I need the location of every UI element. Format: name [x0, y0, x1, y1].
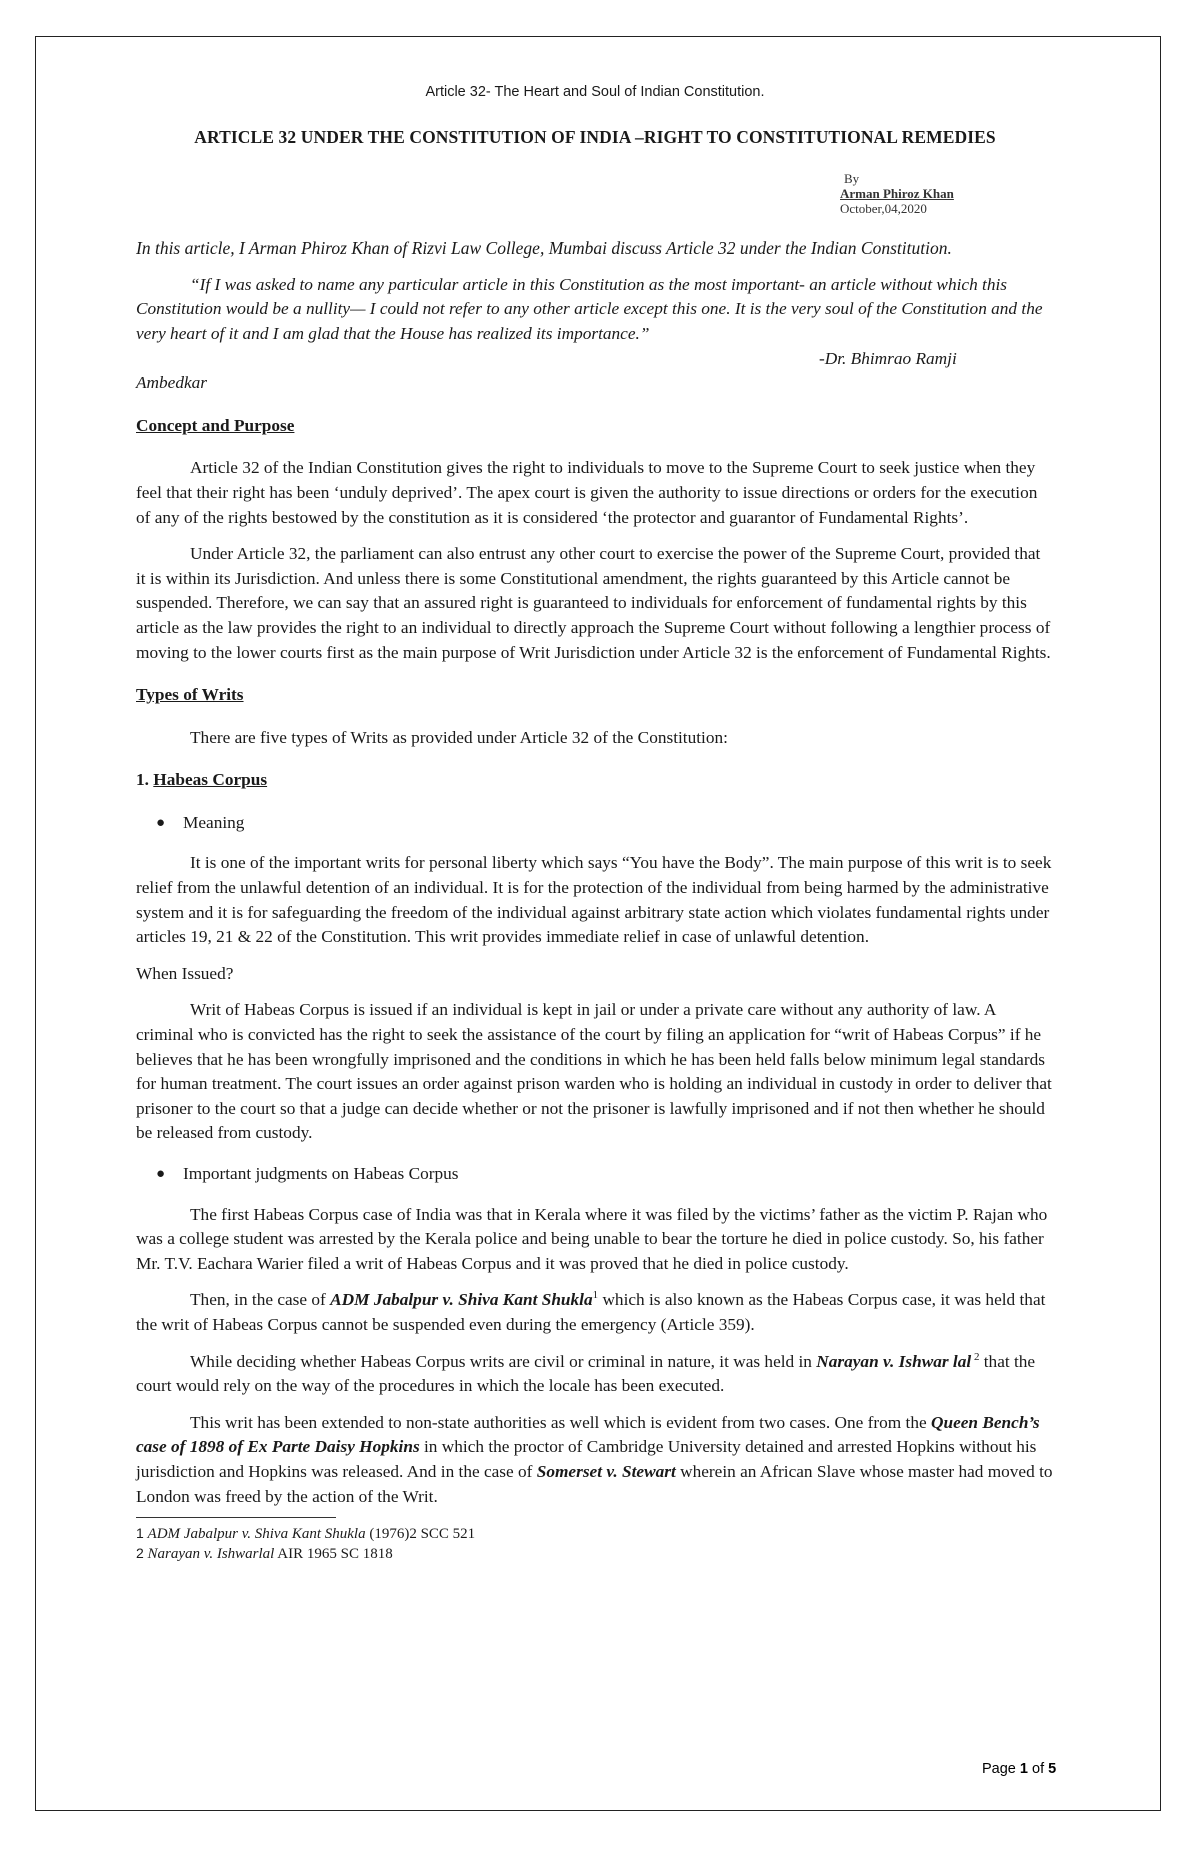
judgments-bullet	[156, 1162, 1054, 1187]
page-label: Page	[982, 1761, 1016, 1777]
writs-intro: There are five types of Writs as provided under Article 32 of the Constitution:	[190, 727, 728, 747]
judgment-paragraph-4	[136, 1411, 1054, 1509]
quote-attribution: -Dr. Bhimrao Ramji	[819, 348, 957, 368]
footnote-citation: (1976)2 SCC 521	[365, 1526, 476, 1543]
footnote-ref-1: 1	[592, 1289, 599, 1302]
byline-author: Arman Phiroz Khan	[840, 186, 954, 202]
judgment2-text: Then, in the case of	[190, 1290, 331, 1310]
judgment-paragraph-1: The first Habeas Corpus case of India was that in Kerala where it was filed by the victims’ father as the victim P. Rajan who was a college student was arrested by the Kerala police and being unable to bear the torture he died in police custody. So, his father Mr. T.V. Eachara Warier filed a writ of Habeas Corpus and it was proved that he died in police custody.	[136, 1204, 1048, 1273]
footnote-case: Narayan v. Ishwarlal	[147, 1546, 275, 1563]
concept-heading: Concept and Purpose	[136, 415, 295, 435]
byline-date: October,04,2020	[840, 201, 927, 217]
when-issued-label: When Issued?	[136, 963, 234, 983]
case-adm-jabalpur: ADM Jabalpur v. Shiva Kant Shukla	[330, 1290, 593, 1310]
document-body	[136, 80, 1054, 1564]
running-header: Article 32- The Heart and Soul of Indian Constitution.	[425, 84, 765, 100]
footnote-ref-2: 2	[971, 1350, 980, 1363]
page-current: 1	[1019, 1761, 1028, 1777]
footnote-number: 1	[136, 1525, 144, 1542]
concept-paragraph-2: Under Article 32, the parliament can also entrust any other court to exercise the power of the Supreme Court, provided that it is within its Jurisdiction. And unless there is some Constitutional amendment, the rights guaranteed by this Article cannot be suspended. Therefore, we can say that an assured right is guaranteed to individuals for enforcement of fundamental rights by this article as the law provides the right to an individual to directly approach the Supreme Court without following a lengthier process of moving to the lower courts first as the main purpose of Writ Jurisdiction under Article 32 is the enforcement of Fundamental Rights.	[136, 544, 1051, 662]
page-of: of	[1032, 1761, 1045, 1777]
writs-heading: Types of Writs	[136, 685, 244, 705]
habeas-number: 1.	[136, 770, 149, 790]
footnote-number: 2	[136, 1545, 144, 1562]
judgment2-text-end: which is also known as the Habeas Corpus case, it was held that the writ of Habeas Corpus cannot be suspended even during the emergency (Article 359).	[136, 1290, 1046, 1334]
judgments-label: Important judgments on Habeas Corpus	[183, 1164, 459, 1183]
quote-attribution-continued: Ambedkar	[136, 373, 208, 393]
habeas-corpus-heading	[136, 768, 1054, 793]
case-somerset: Somerset v. Stewart	[536, 1461, 676, 1481]
bullet-icon: ●	[156, 814, 166, 831]
judgment-paragraph-2	[136, 1288, 1054, 1337]
meaning-paragraph: It is one of the important writs for personal liberty which says “You have the Body”. The main purpose of this writ is to seek relief from the unlawful detention of an individual. It is for the protection of the individual from being harmed by the administrative system and it is for safeguarding the freedom of the individual against arbitrary state action which violates fundamental rights under articles 19, 21 & 22 of the Constitution. This writ provides immediate relief in case of unlawful detention.	[136, 853, 1052, 947]
footnote-divider	[136, 1517, 336, 1518]
page-total: 5	[1048, 1761, 1057, 1777]
byline	[840, 171, 1054, 216]
byline-by: By	[844, 171, 860, 187]
judgment4-text-mid: in which the proctor of Cambridge University detained and arrested Hopkins without his jurisdiction and Hopkins was released. And in the case of	[136, 1437, 1037, 1481]
meaning-bullet	[156, 811, 1054, 836]
judgment3-text: While deciding whether Habeas Corpus writs are civil or criminal in nature, it was held in	[190, 1351, 817, 1371]
page-number	[982, 1761, 1056, 1777]
judgment3-text-end: that the court would rely on the way of the procedures in which the locale has been executed.	[136, 1351, 1036, 1396]
habeas-title: Habeas Corpus	[153, 770, 268, 790]
judgment4-text: This writ has been extended to non-state authorities as well which is evident from two cases. One from the	[190, 1412, 931, 1432]
intro-paragraph: In this article, I Arman Phiroz Khan of Rizvi Law College, Mumbai discuss Article 32 under the Indian Constitution.	[136, 238, 952, 259]
ambedkar-quote: “If I was asked to name any particular article in this Constitution as the most important- an article without which this Constitution would be a nullity— I could not refer to any other article except this one. It is the very soul of the Constitution and the very heart of it and I am glad that the House has realized its importance.”	[136, 274, 1043, 343]
concept-paragraph-1: Article 32 of the Indian Constitution gives the right to individuals to move to the Supreme Court to seek justice when they feel that their right has been ‘unduly deprived’. The apex court is given the authority to issue directions or orders for the execution of any of the rights bestowed by the constitution as it is considered ‘the protector and guarantor of Fundamental Rights’.	[136, 458, 1038, 527]
case-narayan: Narayan v. Ishwar lal	[816, 1351, 972, 1371]
bullet-icon: ●	[156, 1166, 166, 1182]
footnote-1	[136, 1524, 1054, 1544]
meaning-label: Meaning	[183, 812, 245, 832]
when-issued-paragraph: Writ of Habeas Corpus is issued if an individual is kept in jail or under a private care without any authority of law. A criminal who is convicted has the right to seek the assistance of the court by filing an application for “writ of Habeas Corpus” if he believes that he has been wrongfully imprisoned and the conditions in which he has been held falls below minimum legal standards for human treatment. The court issues an order against prison warden who is holding an individual in custody in order to deliver that prisoner to the court so that a judge can decide whether or not the prisoner is lawfully imprisoned and if not then whether he should be released from custody.	[136, 1000, 1052, 1143]
judgment4-text-end: wherein an African Slave whose master had moved to London was freed by the action of the Writ.	[136, 1461, 1053, 1506]
judgment-paragraph-3	[136, 1350, 1054, 1399]
case-daisy-hopkins: Queen Bench’s case of 1898 of Ex Parte Daisy Hopkins	[136, 1412, 1040, 1457]
footnote-citation: AIR 1965 SC 1818	[274, 1546, 393, 1563]
footnote-2	[136, 1544, 1054, 1564]
footnote-case: ADM Jabalpur v. Shiva Kant Shukla	[147, 1526, 366, 1543]
main-title: ARTICLE 32 UNDER THE CONSTITUTION OF INDIA –RIGHT TO CONSTITUTIONAL REMEDIES	[194, 126, 996, 147]
